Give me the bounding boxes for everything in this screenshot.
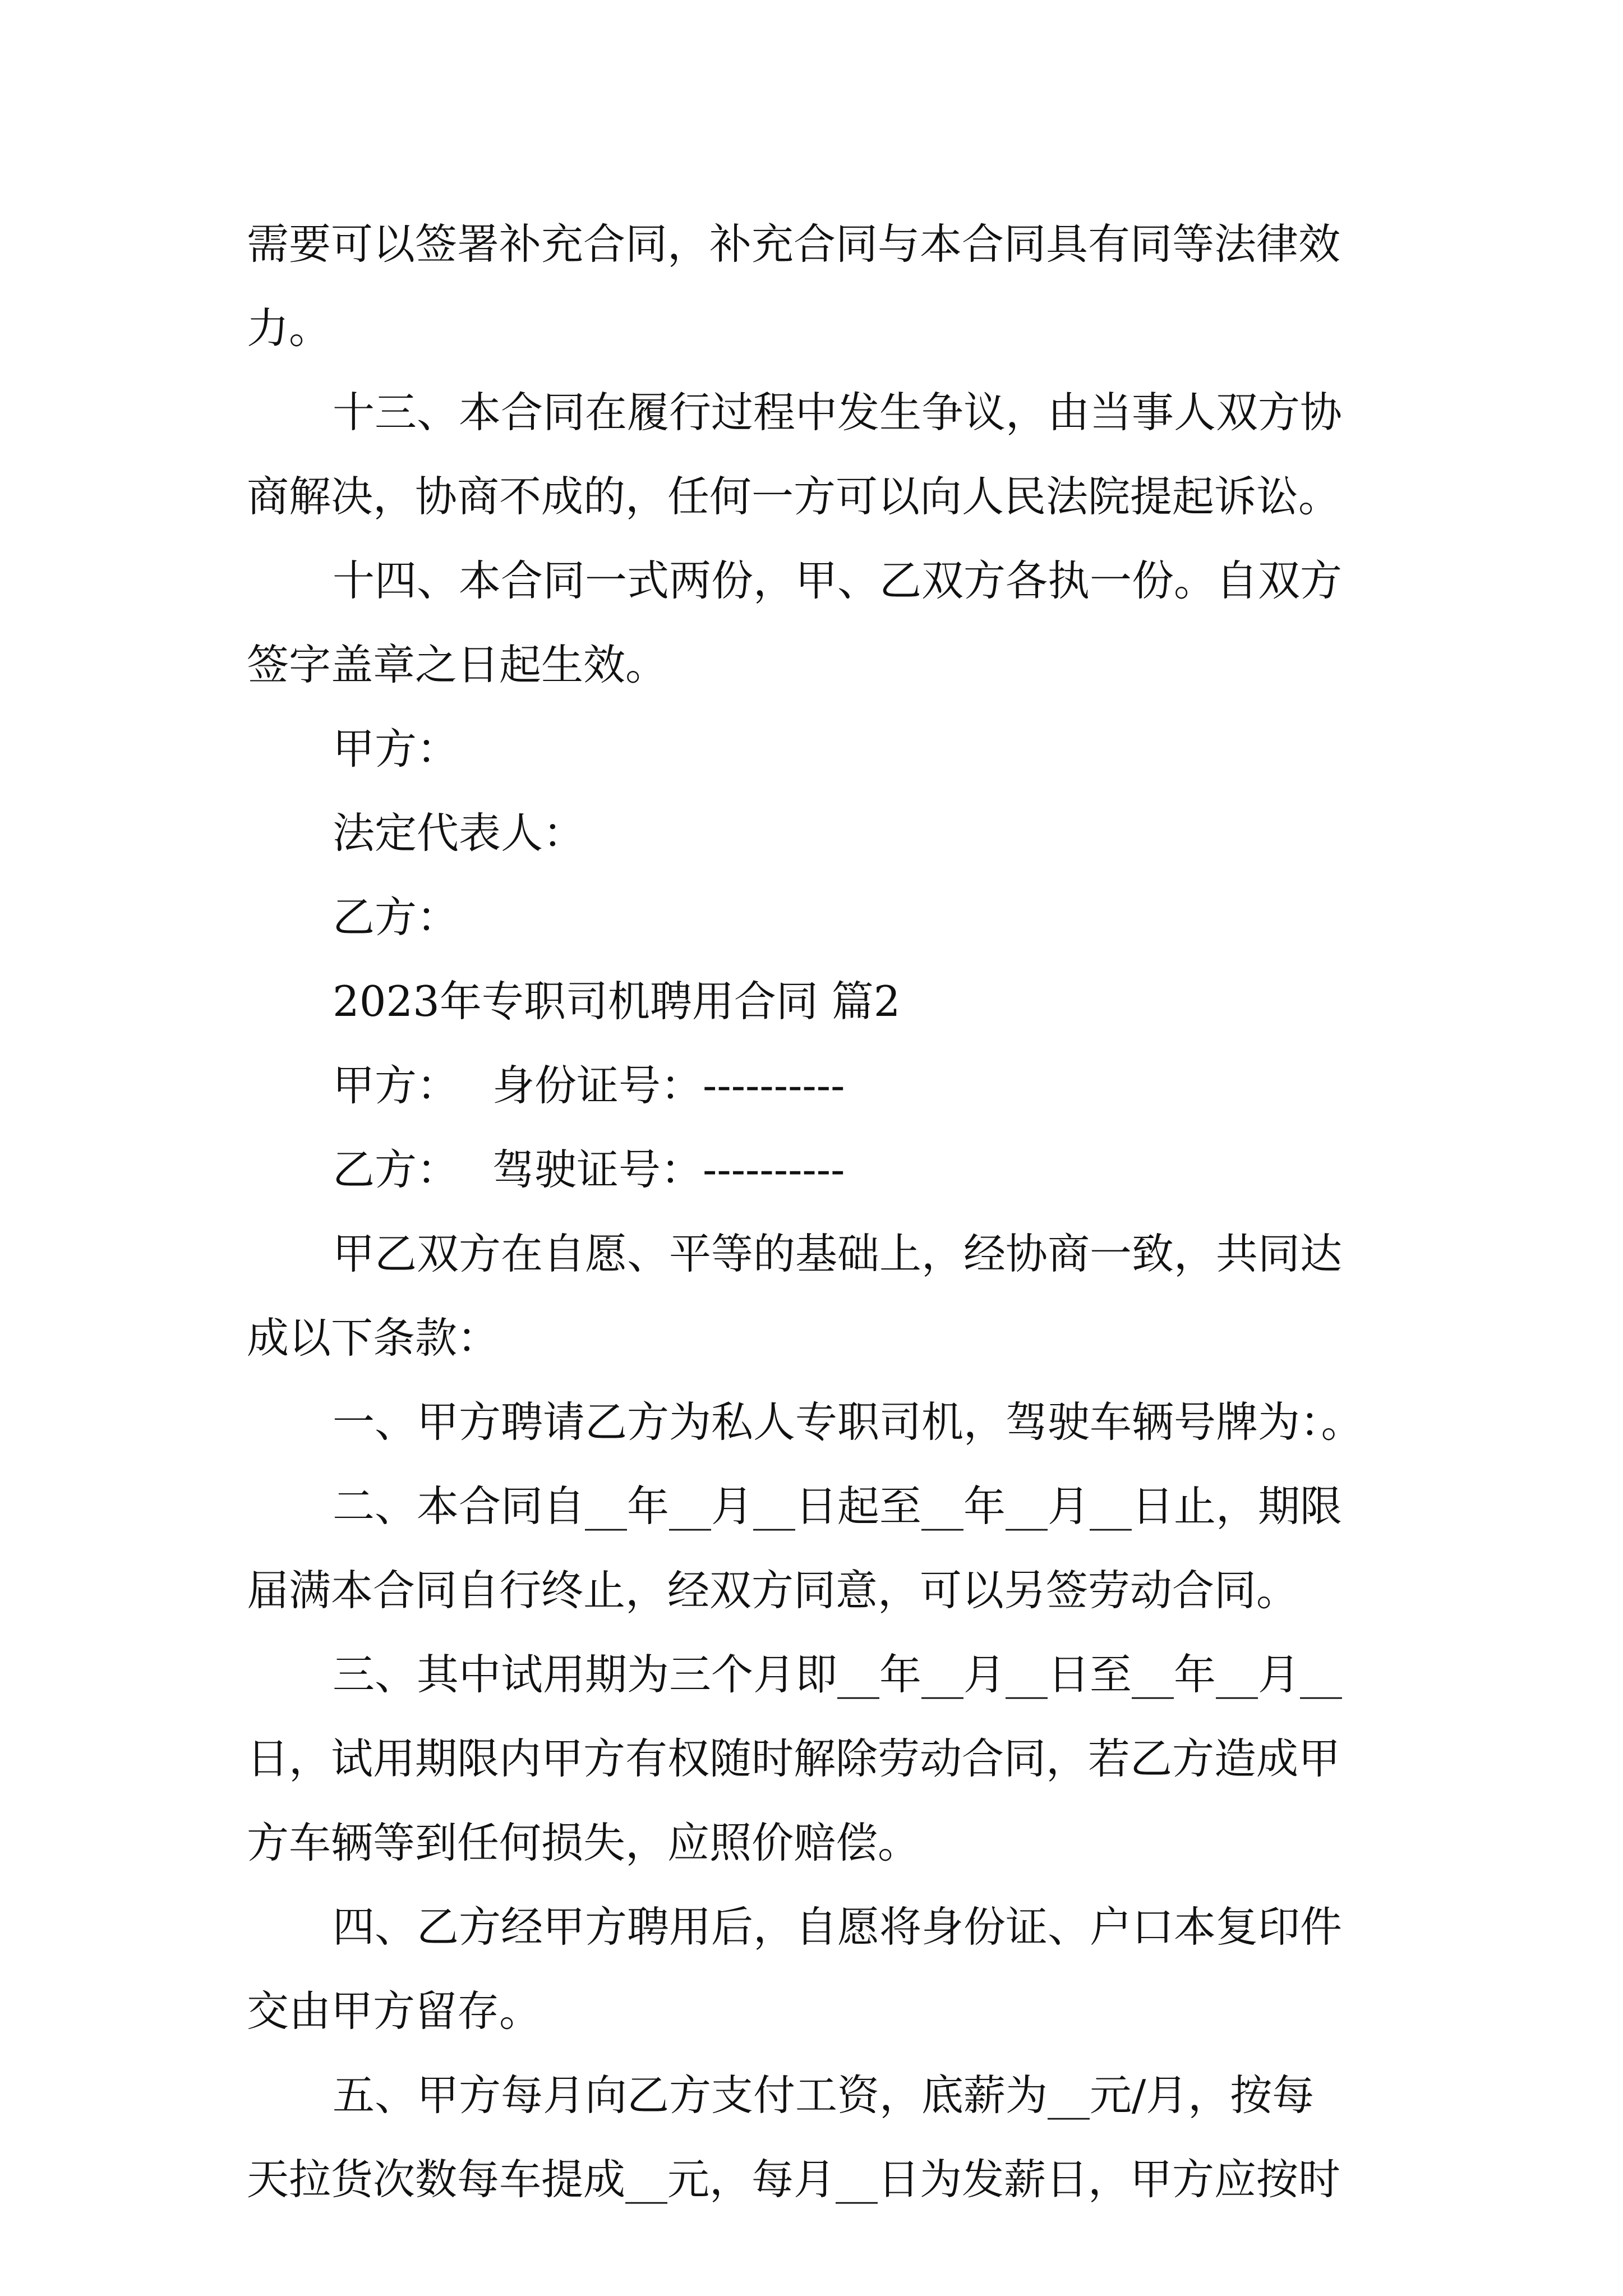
clause-13-line-2: 商解决，协商不成的，任何一方可以向人民法院提起诉讼。 (247, 472, 1341, 521)
license-number-field: 驾驶证号：---------- (492, 1145, 845, 1194)
clause-2-line-2: 届满本合同自行终止，经双方同意，可以另签劳动合同。 (247, 1566, 1299, 1615)
id-number-field: 身份证号：---------- (492, 1061, 845, 1110)
preamble-line-1: 甲乙双方在自愿、平等的基础上，经协商一致，共同达 (333, 1229, 1343, 1278)
legal-representative-signature: 法定代表人： (333, 808, 585, 858)
party-a-id-line (247, 1043, 1385, 1128)
clause-1-line-1: 一、甲方聘请乙方为私人专职司机，驾驶车辆号牌为：。 (333, 1397, 1363, 1447)
party-a-signature: 甲方： (333, 724, 459, 774)
clause-14-line-2: 签字盖章之日起生效。 (247, 640, 668, 689)
party-b-license-line (247, 1128, 1385, 1212)
clause-14-line-1: 十四、本合同一式两份，甲、乙双方各执一份。自双方 (333, 556, 1343, 605)
clause-3-line-1: 三、其中试用期为三个月即__年__月__日至__年__月__ (333, 1650, 1343, 1699)
clause-5-line-1: 五、甲方每月向乙方支付工资，底薪为__元/月，按每 (333, 2070, 1315, 2120)
party-b-label: 乙方： (333, 1145, 459, 1194)
section-heading: 2023年专职司机聘用合同 篇2 (333, 977, 901, 1026)
text-line: 力。 (247, 303, 331, 353)
party-b-signature: 乙方： (333, 892, 459, 942)
document-body (247, 202, 1385, 2221)
clause-2-line-1: 二、本合同自__年__月__日起至__年__月__日止，期限 (333, 1481, 1343, 1531)
clause-13-line-1: 十三、本合同在履行过程中发生争议，由当事人双方协 (333, 388, 1343, 437)
text-line: 需要可以签署补充合同，补充合同与本合同具有同等法律效 (247, 219, 1341, 269)
clause-3-line-3: 方车辆等到任何损失，应照价赔偿。 (247, 1818, 920, 1867)
preamble-line-2: 成以下条款： (247, 1313, 500, 1363)
clause-3-line-2: 日，试用期限内甲方有权随时解除劳动合同，若乙方造成甲 (247, 1734, 1341, 1783)
clause-4-line-2: 交由甲方留存。 (247, 1986, 542, 2036)
clause-4-line-1: 四、乙方经甲方聘用后，自愿将身份证、户口本复印件 (333, 1902, 1343, 1952)
clause-5-line-2: 天拉货次数每车提成__元，每月__日为发薪日，甲方应按时 (247, 2155, 1341, 2204)
party-a-label: 甲方： (333, 1061, 459, 1110)
